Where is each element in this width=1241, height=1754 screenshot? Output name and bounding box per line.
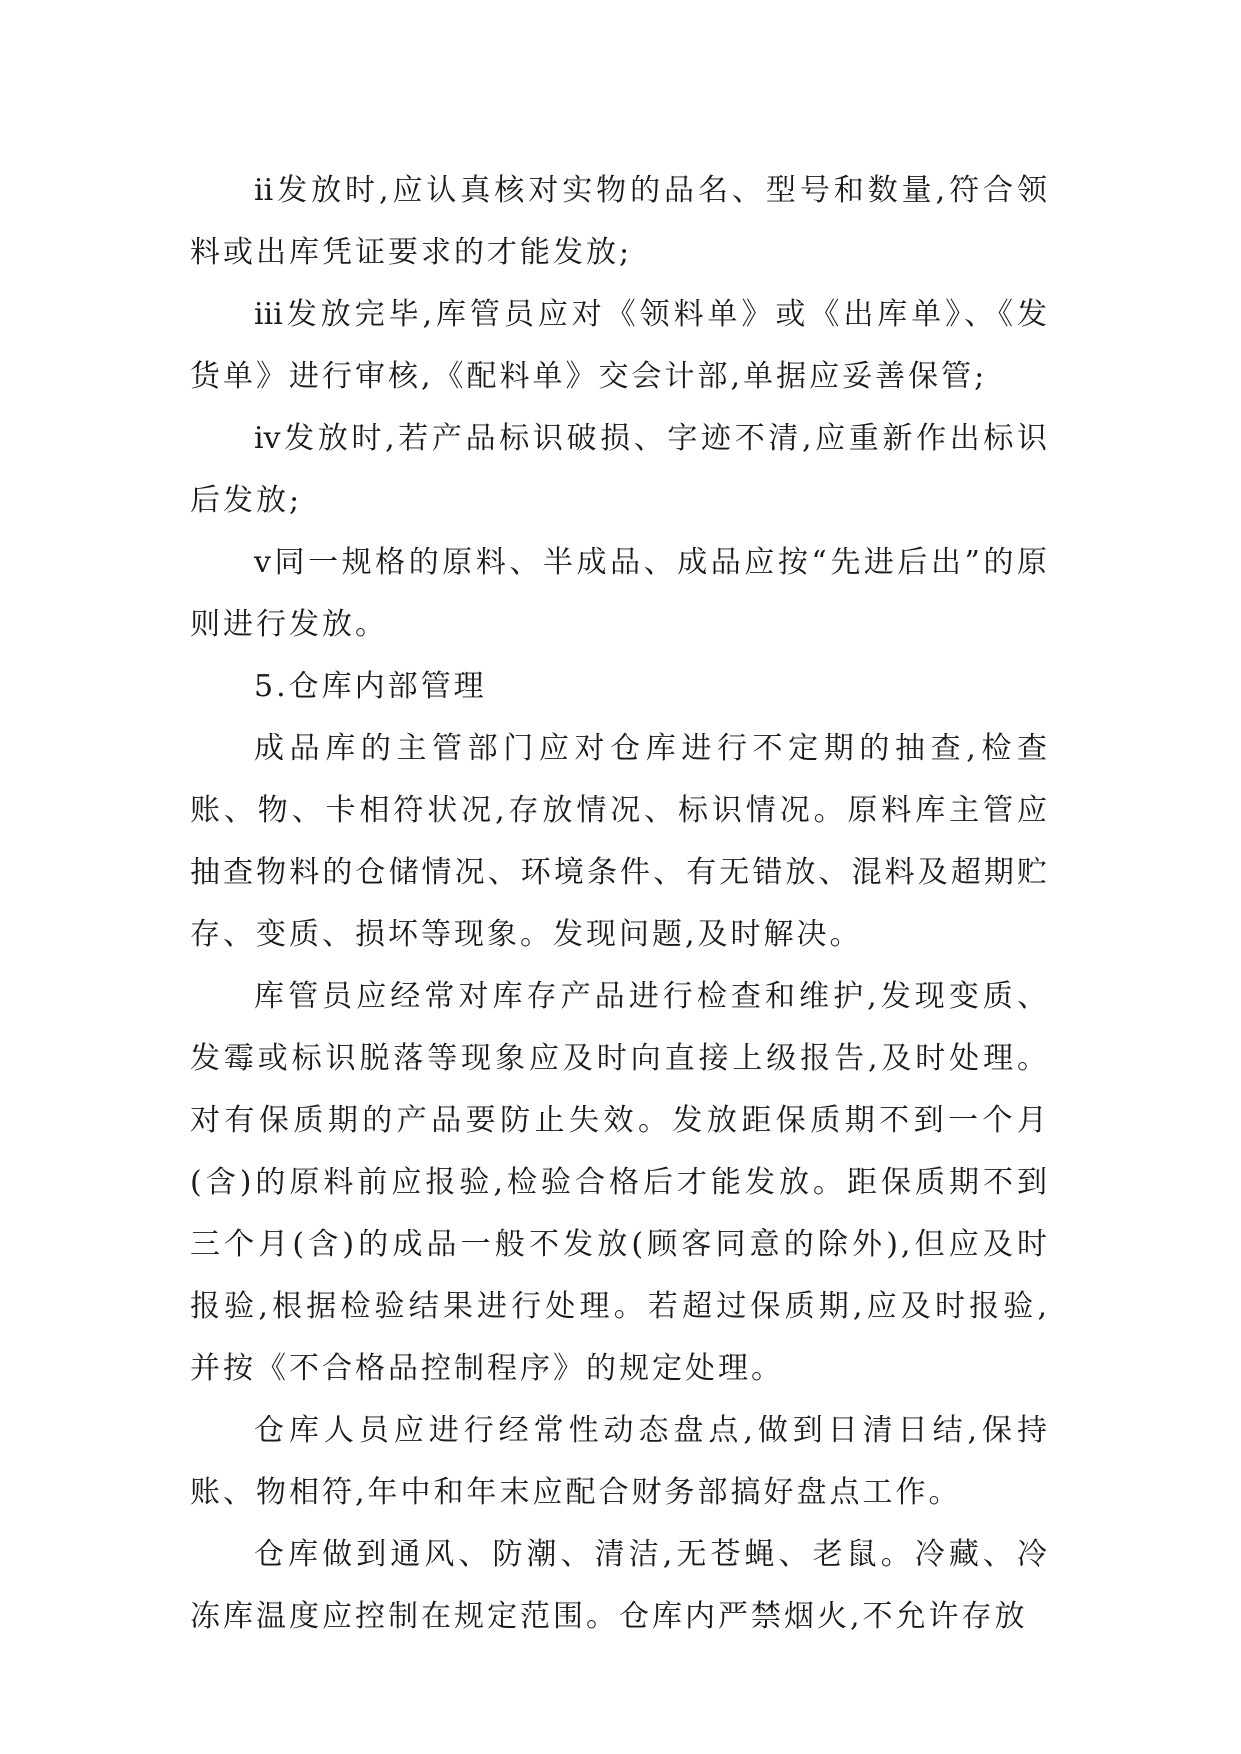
paragraph-environment: 仓库做到通风、防潮、清洁,无苍蝇、老鼠。冷藏、冷冻库温度应控制在规定范围。仓库内严禁烟火,不允许存放 bbox=[190, 1537, 1050, 1634]
paragraph-issue-check: ⅱ发放时,应认真核对实物的品名、型号和数量,符合领料或出库凭证要求的才能发放; bbox=[190, 173, 1050, 270]
section-heading-internal-management: 5.仓库内部管理 bbox=[254, 669, 487, 704]
paragraph-issue-relabel: ⅳ发放时,若产品标识破损、字迹不清,应重新作出标识后发放; bbox=[190, 421, 1050, 518]
paragraph-inspection: 成品库的主管部门应对仓库进行不定期的抽查,检查账、物、卡相符状况,存放情况、标识情况。原料库主管应抽查物料的仓储情况、环境条件、有无错放、混料及超期贮存、变质、损坏等现象。发现问题,及时解决。 bbox=[190, 731, 1050, 952]
paragraph-issue-fifo: ⅴ同一规格的原料、半成品、成品应按“先进后出”的原则进行发放。 bbox=[190, 545, 1050, 642]
paragraph-stocktaking: 仓库人员应进行经常性动态盘点,做到日清日结,保持账、物相符,年中和年末应配合财务部搞好盘点工作。 bbox=[190, 1413, 1050, 1510]
paragraph-maintenance: 库管员应经常对库存产品进行检查和维护,发现变质、发霉或标识脱落等现象应及时向直接上级报告,及时处理。对有保质期的产品要防止失效。发放距保质期不到一个月(含)的原料前应报验,检验合格后才能发放。距保质期不到三个月(含)的成品一般不发放(顾客同意的除外),但应及时报验,根据检验结果进行处理。若超过保质期,应及时报验,并按《不合格品控制程序》的规定处理。 bbox=[190, 979, 1050, 1386]
document-body bbox=[190, 160, 1050, 1648]
paragraph-issue-review: ⅲ发放完毕,库管员应对《领料单》或《出库单》、《发货单》进行审核,《配料单》交会计部,单据应妥善保管; bbox=[190, 297, 1050, 394]
